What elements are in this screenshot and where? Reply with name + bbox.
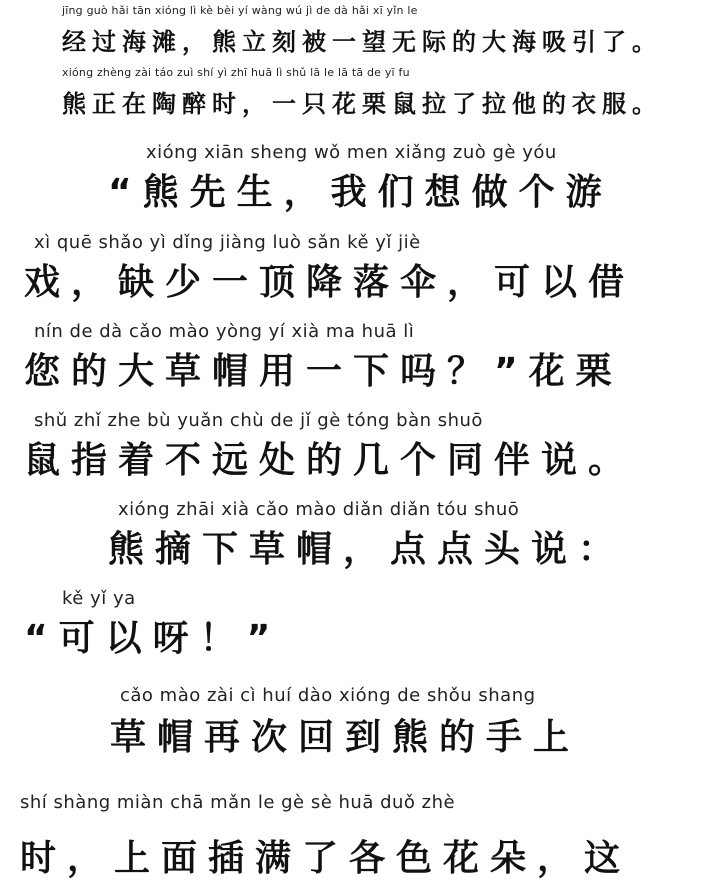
pinyin-line-6: shǔ zhǐ zhe bù yuǎn chù de jǐ gè tóng bàn shuō xyxy=(34,410,483,431)
hanzi-line-10: 时，上面插满了各色花朵，这 xyxy=(20,838,632,879)
pinyin-line-4: xì quē shǎo yì dǐng jiàng luò sǎn kě yǐ jiè xyxy=(34,232,421,253)
hanzi-line-3: “熊先生，我们想做个游 xyxy=(108,172,613,213)
hanzi-line-8: “可以呀！” xyxy=(24,618,282,659)
pinyin-line-8: kě yǐ ya xyxy=(62,588,136,609)
pinyin-line-5: nín de dà cǎo mào yòng yí xià ma huā lì xyxy=(34,321,415,342)
hanzi-line-2: 熊正在陶醉时，一只花栗鼠拉了拉他的衣服。 xyxy=(62,90,662,118)
pinyin-line-10: shí shàng miàn chā mǎn le gè sè huā duǒ zhè xyxy=(20,792,456,813)
hanzi-line-6: 鼠指着不远处的几个同伴说。 xyxy=(24,440,636,481)
pinyin-line-2: xióng zhèng zài táo zuì shí yì zhī huā lì shǔ lā le lā tā de yī fu xyxy=(62,66,410,79)
hanzi-line-7: 熊摘下草帽，点点头说： xyxy=(108,529,626,570)
hanzi-line-5: 您的大草帽用一下吗？”花栗 xyxy=(24,351,623,392)
pinyin-line-9: cǎo mào zài cì huí dào xióng de shǒu shang xyxy=(120,685,536,706)
hanzi-line-1: 经过海滩，熊立刻被一望无际的大海吸引了。 xyxy=(62,28,662,56)
hanzi-line-10-clip xyxy=(0,830,720,879)
pinyin-line-1: jīng guò hǎi tān xióng lì kè bèi yí wàng wú jì de dà hǎi xī yǐn le xyxy=(62,4,418,17)
hanzi-line-9: 草帽再次回到熊的手上 xyxy=(110,717,581,758)
pinyin-line-3: xióng xiān sheng wǒ men xiǎng zuò gè yóu xyxy=(146,142,557,163)
hanzi-line-4: 戏，缺少一顶降落伞，可以借 xyxy=(24,262,636,303)
pinyin-line-7: xióng zhāi xià cǎo mào diǎn diǎn tóu shuō xyxy=(118,499,520,520)
